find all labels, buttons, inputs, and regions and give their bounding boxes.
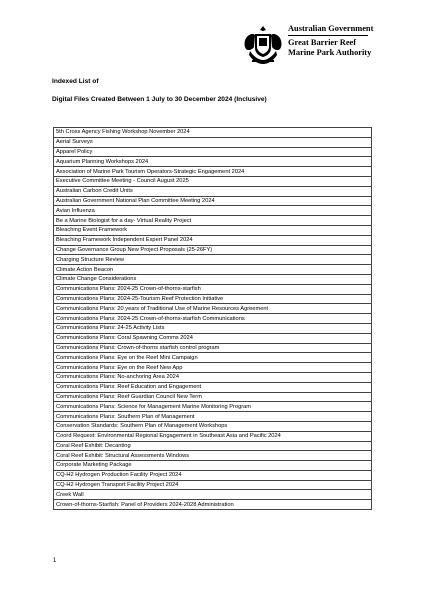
file-title-cell: Australian Carbon Credit Units	[54, 186, 372, 196]
agency-name	[288, 24, 373, 58]
file-title-cell: Charging Structure Review	[54, 255, 372, 265]
file-title-cell: Apparel Policy	[54, 147, 372, 157]
file-title-cell: Climate Action Beacon	[54, 265, 372, 275]
table-row	[54, 382, 372, 392]
file-title-cell: Coord Request: Environmental Regional Engagement in Southeast Asia and Pacific 2024	[54, 431, 372, 441]
file-title-cell: Communications Plans: 2024-25 Crown-of-thorns-starfish	[54, 284, 372, 294]
table-row	[54, 255, 372, 265]
file-index-table	[53, 127, 372, 510]
file-title-cell: Communications Plans: Crown-of-thorns starfish control program	[54, 343, 372, 353]
table-row	[54, 392, 372, 402]
file-title-cell: Communications Plans: Southern Plan of Management	[54, 412, 372, 422]
table-row	[54, 441, 372, 451]
table-row	[54, 245, 372, 255]
file-title-cell: Communications Plans: Eye on the Reef Mini Campaign	[54, 353, 372, 363]
file-title-cell: 5th Cross Agency Fishing Workshop November 2024	[54, 128, 372, 138]
table-row	[54, 343, 372, 353]
title-line-2: Digital Files Created Between 1 July to 30 December 2024 (Inclusive)	[52, 96, 267, 103]
table-row	[54, 167, 372, 177]
agency-line-authority: Marine Park Authority	[288, 48, 372, 57]
file-title-cell: Communications Plans: Reef Education and Engagement	[54, 382, 372, 392]
file-title-cell: Coral Reef Exhibit: Decanting	[54, 441, 372, 451]
file-title-cell: Aquarium Planning Workshops 2024	[54, 157, 372, 167]
table-row	[54, 421, 372, 431]
table-row	[54, 451, 372, 461]
table-row	[54, 284, 372, 294]
file-index-rows	[54, 128, 372, 510]
table-row	[54, 470, 372, 480]
table-row	[54, 186, 372, 196]
table-row	[54, 333, 372, 343]
file-title-cell: Communications Plans: 20 years of Traditional Use of Marine Resources Agreement	[54, 304, 372, 314]
agency-logo	[242, 24, 392, 70]
table-row	[54, 265, 372, 275]
file-title-cell: Australian Government National Plan Committee Meeting 2024	[54, 196, 372, 206]
file-title-cell: Bleaching Framework Independent Expert Panel 2024	[54, 235, 372, 245]
agency-line-reef: Great Barrier Reef	[288, 38, 357, 47]
table-row	[54, 274, 372, 284]
file-title-cell: Association of Marine Park Tourism Operators-Strategic Engagement 2024	[54, 167, 372, 177]
table-row	[54, 137, 372, 147]
title-line-1: Indexed List of	[52, 78, 99, 85]
file-title-cell: Aerial Surveys	[54, 137, 372, 147]
file-title-cell: Communications Plans: 24-25 Activity Lists	[54, 323, 372, 333]
file-title-cell: Avian Influenza	[54, 206, 372, 216]
table-row	[54, 431, 372, 441]
file-title-cell: Communications Plans: 2024-25 Crown-of-thorns-starfish Communications	[54, 314, 372, 324]
file-title-cell: Creek Wall	[54, 490, 372, 500]
file-title-cell: Communications Plans: Science for Management Marine Monitoring Program	[54, 402, 372, 412]
table-row	[54, 363, 372, 373]
table-row	[54, 216, 372, 226]
file-title-cell: Change Governance Group New Project Proposals (25-26FY)	[54, 245, 372, 255]
table-row	[54, 323, 372, 333]
table-row	[54, 157, 372, 167]
file-title-cell: Communications Plans: Coral Spawning Comms 2024	[54, 333, 372, 343]
table-row	[54, 500, 372, 510]
file-title-cell: Executive Committee Meeting - Council August 2025	[54, 176, 372, 186]
table-row	[54, 304, 372, 314]
file-title-cell: Communications Plans: Eye on the Reef New App	[54, 363, 372, 373]
file-title-cell: Bleaching Event Framework	[54, 225, 372, 235]
table-row	[54, 294, 372, 304]
table-row	[54, 206, 372, 216]
table-row	[54, 196, 372, 206]
file-title-cell: Communications Plans: 2024-25-Tourism Reef Protection Initiative	[54, 294, 372, 304]
table-row	[54, 176, 372, 186]
table-row	[54, 353, 372, 363]
table-row	[54, 128, 372, 138]
file-title-cell: Climate Change Considerations	[54, 274, 372, 284]
page-number: 1	[53, 558, 57, 564]
file-title-cell: Crown-of-thorns-Starfish: Panel of Providers 2024-2028 Administration	[54, 500, 372, 510]
table-row	[54, 480, 372, 490]
file-title-cell: CQ-H2 Hydrogen Transport Facility Project 2024	[54, 480, 372, 490]
table-row	[54, 147, 372, 157]
table-row	[54, 372, 372, 382]
table-row	[54, 235, 372, 245]
file-title-cell: Be a Marine Biologist for a day- Virtual Reality Project	[54, 216, 372, 226]
file-title-cell: Communications Plans: No-anchoring Area 2024	[54, 372, 372, 382]
file-title-cell: CQ-H2 Hydrogen Production Facility Project 2024	[54, 470, 372, 480]
file-title-cell: Coral Reef Exhibit: Structural Assessments Windows	[54, 451, 372, 461]
table-row	[54, 225, 372, 235]
file-title-cell: Conservation Standards: Southern Plan of Management Workshops	[54, 421, 372, 431]
file-title-cell: Communications Plans: Reef Guardian Council New Term	[54, 392, 372, 402]
agency-line-government: Australian Government	[288, 24, 374, 33]
table-row	[54, 412, 372, 422]
coat-of-arms-icon	[242, 24, 284, 66]
table-row	[54, 490, 372, 500]
table-row	[54, 314, 372, 324]
file-title-cell: Corporate Marketing Package	[54, 461, 372, 471]
table-row	[54, 402, 372, 412]
agency-divider	[288, 35, 368, 36]
table-row	[54, 461, 372, 471]
